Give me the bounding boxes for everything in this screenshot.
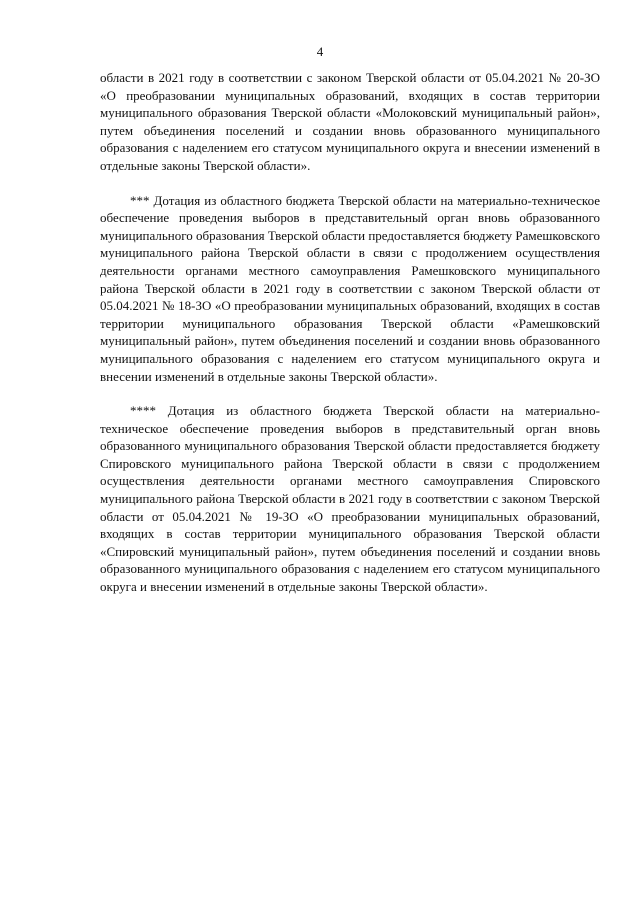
- footnote-paragraph-rameshkovsky: *** Дотация из областного бюджета Тверской области на материально-техническое обеспечение проведения выборов в представительный орган вновь образованного муниципального образования Тверской области предоставляется бюджету Рамешковского муниципального района Тверской области в связи с продолжением осуществления деятельности органами местного самоуправления Рамешковского муниципального района Тверской области в 2021 году в соответствии с законом Тверской области от 05.04.2021 № 18-ЗО «О преобразовании муниципальных образований, входящих в состав территории муниципального образования Тверской области «Рамешковский муниципальный район», путем объединения поселений и создании вновь образованного муниципального образования с наделением его статусом муниципального округа и внесении изменений в отдельные законы Тверской области».: [100, 192, 601, 384]
- document-body: [100, 69, 600, 596]
- footnote-paragraph-spirovsky: **** Дотация из областного бюджета Тверской области на материально-техническое обеспечение проведения выборов в представительный орган вновь образованного муниципального образования Тверской области предоставляется бюджету Спировского муниципального района Тверской области в связи с продолжением осуществления деятельности органами местного самоуправления Спировского муниципального района Тверской области в 2021 году в соответствии с законом Тверской области от 05.04.2021 № 19-ЗО «О преобразовании муниципальных образований, входящих в состав территории муниципального образования Тверской области «Спировский муниципальный район», путем объединения поселений и создании вновь образованного муниципального образования с наделением его статусом муниципального округа и внесении изменений в отдельные законы Тверской области».: [100, 403, 600, 595]
- paragraph-continuation: области в 2021 году в соответствии с законом Тверской области от 05.04.2021 № 20-ЗО «О преобразовании муниципальных образований, входящих в состав территории муниципального образования Тверской области «Молоковский муниципальный район», путем объединения поселений и создании вновь образованного муниципального образования с наделением его статусом муниципального округа и внесении изменений в отдельные законы Тверской области».: [100, 70, 600, 173]
- page-number: 4: [316, 44, 324, 59]
